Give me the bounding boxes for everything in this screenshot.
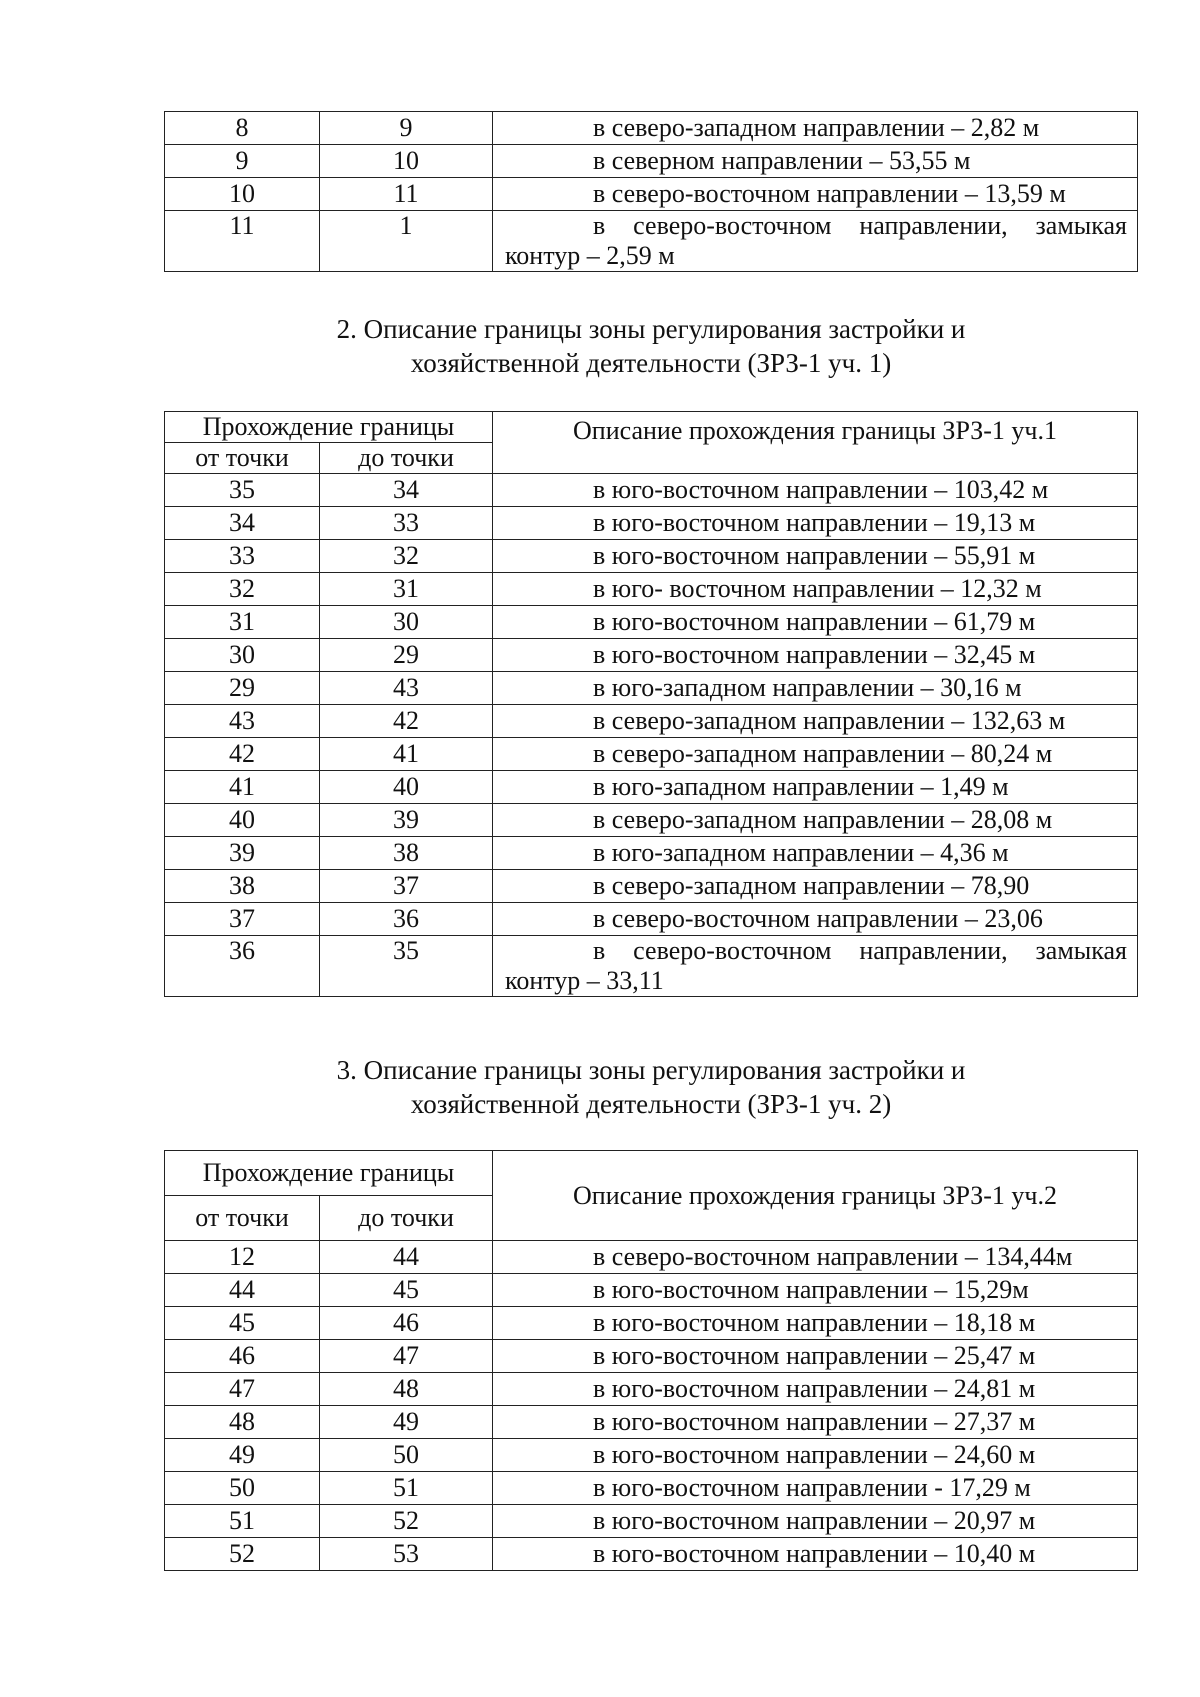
passage-description: в северо-западном направлении – 2,82 м <box>493 112 1138 145</box>
heading-line-1: 3. Описание границы зоны регулирования застройки и <box>336 1055 966 1085</box>
from-point: 43 <box>165 705 320 738</box>
to-point: 44 <box>320 1241 493 1274</box>
passage-description: в юго-восточном направлении – 19,13 м <box>493 507 1138 540</box>
passage-description: в юго-восточном направлении – 20,97 м <box>493 1505 1138 1538</box>
to-point: 34 <box>320 474 493 507</box>
passage-description: в северо-восточном направлении – 23,06 <box>493 903 1138 936</box>
from-point: 29 <box>165 672 320 705</box>
table-row <box>165 1241 1138 1274</box>
from-point: 42 <box>165 738 320 771</box>
table-row <box>165 178 1138 211</box>
table-row <box>165 705 1138 738</box>
passage-description: в северо-восточном направлении, замыкая контур – 33,11 <box>493 936 1138 997</box>
header-passage: Прохождение границы <box>165 1151 493 1196</box>
section-3-heading <box>164 1053 1138 1121</box>
passage-description: в юго-западном направлении – 1,49 м <box>493 771 1138 804</box>
table-row <box>165 738 1138 771</box>
to-point: 37 <box>320 870 493 903</box>
table-row <box>165 1340 1138 1373</box>
from-point: 10 <box>165 178 320 211</box>
passage-description: в юго-восточном направлении – 15,29м <box>493 1274 1138 1307</box>
passage-description: в юго-восточном направлении – 32,45 м <box>493 639 1138 672</box>
passage-description: в юго-восточном направлении – 55,91 м <box>493 540 1138 573</box>
to-point: 32 <box>320 540 493 573</box>
passage-description: в юго-восточном направлении – 25,47 м <box>493 1340 1138 1373</box>
passage-description: в юго-восточном направлении – 24,81 м <box>493 1373 1138 1406</box>
to-point: 30 <box>320 606 493 639</box>
table-row <box>165 1274 1138 1307</box>
table-row <box>165 1406 1138 1439</box>
to-point: 29 <box>320 639 493 672</box>
boundary-table-zrz1-part1 <box>164 411 1138 997</box>
heading-line-1: 2. Описание границы зоны регулирования застройки и <box>336 314 966 344</box>
table-row <box>165 870 1138 903</box>
from-point: 33 <box>165 540 320 573</box>
to-point: 39 <box>320 804 493 837</box>
to-point: 45 <box>320 1274 493 1307</box>
passage-description: в северо-восточном направлении, замыкая контур – 2,59 м <box>493 211 1138 272</box>
table-row <box>165 672 1138 705</box>
passage-description: в юго-восточном направлении - 17,29 м <box>493 1472 1138 1505</box>
table-row <box>165 1538 1138 1571</box>
passage-description: в юго- восточном направлении – 12,32 м <box>493 573 1138 606</box>
table-row <box>165 145 1138 178</box>
table-row <box>165 1307 1138 1340</box>
heading-line-2: хозяйственной деятельности (ЗРЗ-1 уч. 1) <box>410 348 892 378</box>
to-point: 11 <box>320 178 493 211</box>
to-point: 50 <box>320 1439 493 1472</box>
table-row <box>165 1373 1138 1406</box>
heading-line-2: хозяйственной деятельности (ЗРЗ-1 уч. 2) <box>410 1089 892 1119</box>
passage-description: в северо-восточном направлении – 13,59 м <box>493 178 1138 211</box>
boundary-table-zrz1-part2 <box>164 1150 1138 1571</box>
from-point: 11 <box>165 211 320 272</box>
from-point: 36 <box>165 936 320 997</box>
from-point: 46 <box>165 1340 320 1373</box>
from-point: 51 <box>165 1505 320 1538</box>
to-point: 47 <box>320 1340 493 1373</box>
from-point: 44 <box>165 1274 320 1307</box>
header-to-point: до точки <box>320 1196 493 1241</box>
from-point: 38 <box>165 870 320 903</box>
table-row <box>165 573 1138 606</box>
from-point: 37 <box>165 903 320 936</box>
passage-description: в юго-западном направлении – 4,36 м <box>493 837 1138 870</box>
table-row <box>165 936 1138 997</box>
to-point: 33 <box>320 507 493 540</box>
to-point: 38 <box>320 837 493 870</box>
from-point: 50 <box>165 1472 320 1505</box>
from-point: 39 <box>165 837 320 870</box>
to-point: 53 <box>320 1538 493 1571</box>
from-point: 35 <box>165 474 320 507</box>
to-point: 36 <box>320 903 493 936</box>
table-row <box>165 540 1138 573</box>
to-point: 9 <box>320 112 493 145</box>
passage-description: в юго-восточном направлении – 24,60 м <box>493 1439 1138 1472</box>
header-from-point: от точки <box>165 1196 320 1241</box>
from-point: 31 <box>165 606 320 639</box>
to-point: 48 <box>320 1373 493 1406</box>
passage-description: в юго-восточном направлении – 103,42 м <box>493 474 1138 507</box>
table-row <box>165 639 1138 672</box>
header-passage: Прохождение границы <box>165 412 493 443</box>
table-row <box>165 1472 1138 1505</box>
table-row <box>165 606 1138 639</box>
from-point: 9 <box>165 145 320 178</box>
table-row <box>165 211 1138 272</box>
to-point: 43 <box>320 672 493 705</box>
table-row <box>165 1505 1138 1538</box>
table-row <box>165 112 1138 145</box>
from-point: 40 <box>165 804 320 837</box>
header-from-point: от точки <box>165 443 320 474</box>
passage-description: в северо-восточном направлении – 134,44м <box>493 1241 1138 1274</box>
header-to-point: до точки <box>320 443 493 474</box>
boundary-table-continuation <box>164 111 1138 272</box>
to-point: 1 <box>320 211 493 272</box>
to-point: 10 <box>320 145 493 178</box>
from-point: 49 <box>165 1439 320 1472</box>
from-point: 41 <box>165 771 320 804</box>
from-point: 8 <box>165 112 320 145</box>
table-row <box>165 1439 1138 1472</box>
to-point: 42 <box>320 705 493 738</box>
section-2-heading <box>164 312 1138 380</box>
to-point: 31 <box>320 573 493 606</box>
passage-description: в северо-западном направлении – 78,90 <box>493 870 1138 903</box>
from-point: 48 <box>165 1406 320 1439</box>
header-description: Описание прохождения границы ЗРЗ-1 уч.1 <box>493 412 1138 474</box>
passage-description: в юго-восточном направлении – 10,40 м <box>493 1538 1138 1571</box>
passage-description: в юго-восточном направлении – 27,37 м <box>493 1406 1138 1439</box>
to-point: 49 <box>320 1406 493 1439</box>
passage-description: в юго-западном направлении – 30,16 м <box>493 672 1138 705</box>
from-point: 12 <box>165 1241 320 1274</box>
passage-description: в северном направлении – 53,55 м <box>493 145 1138 178</box>
from-point: 52 <box>165 1538 320 1571</box>
table-row <box>165 771 1138 804</box>
to-point: 52 <box>320 1505 493 1538</box>
table-row <box>165 507 1138 540</box>
passage-description: в юго-восточном направлении – 61,79 м <box>493 606 1138 639</box>
table-row <box>165 837 1138 870</box>
from-point: 47 <box>165 1373 320 1406</box>
table-row <box>165 903 1138 936</box>
to-point: 40 <box>320 771 493 804</box>
passage-description: в юго-восточном направлении – 18,18 м <box>493 1307 1138 1340</box>
from-point: 30 <box>165 639 320 672</box>
passage-description: в северо-западном направлении – 80,24 м <box>493 738 1138 771</box>
from-point: 34 <box>165 507 320 540</box>
to-point: 51 <box>320 1472 493 1505</box>
to-point: 46 <box>320 1307 493 1340</box>
passage-description: в северо-западном направлении – 132,63 м <box>493 705 1138 738</box>
from-point: 32 <box>165 573 320 606</box>
table-row <box>165 804 1138 837</box>
to-point: 35 <box>320 936 493 997</box>
header-description: Описание прохождения границы ЗРЗ-1 уч.2 <box>493 1151 1138 1241</box>
table-row <box>165 474 1138 507</box>
passage-description: в северо-западном направлении – 28,08 м <box>493 804 1138 837</box>
from-point: 45 <box>165 1307 320 1340</box>
to-point: 41 <box>320 738 493 771</box>
